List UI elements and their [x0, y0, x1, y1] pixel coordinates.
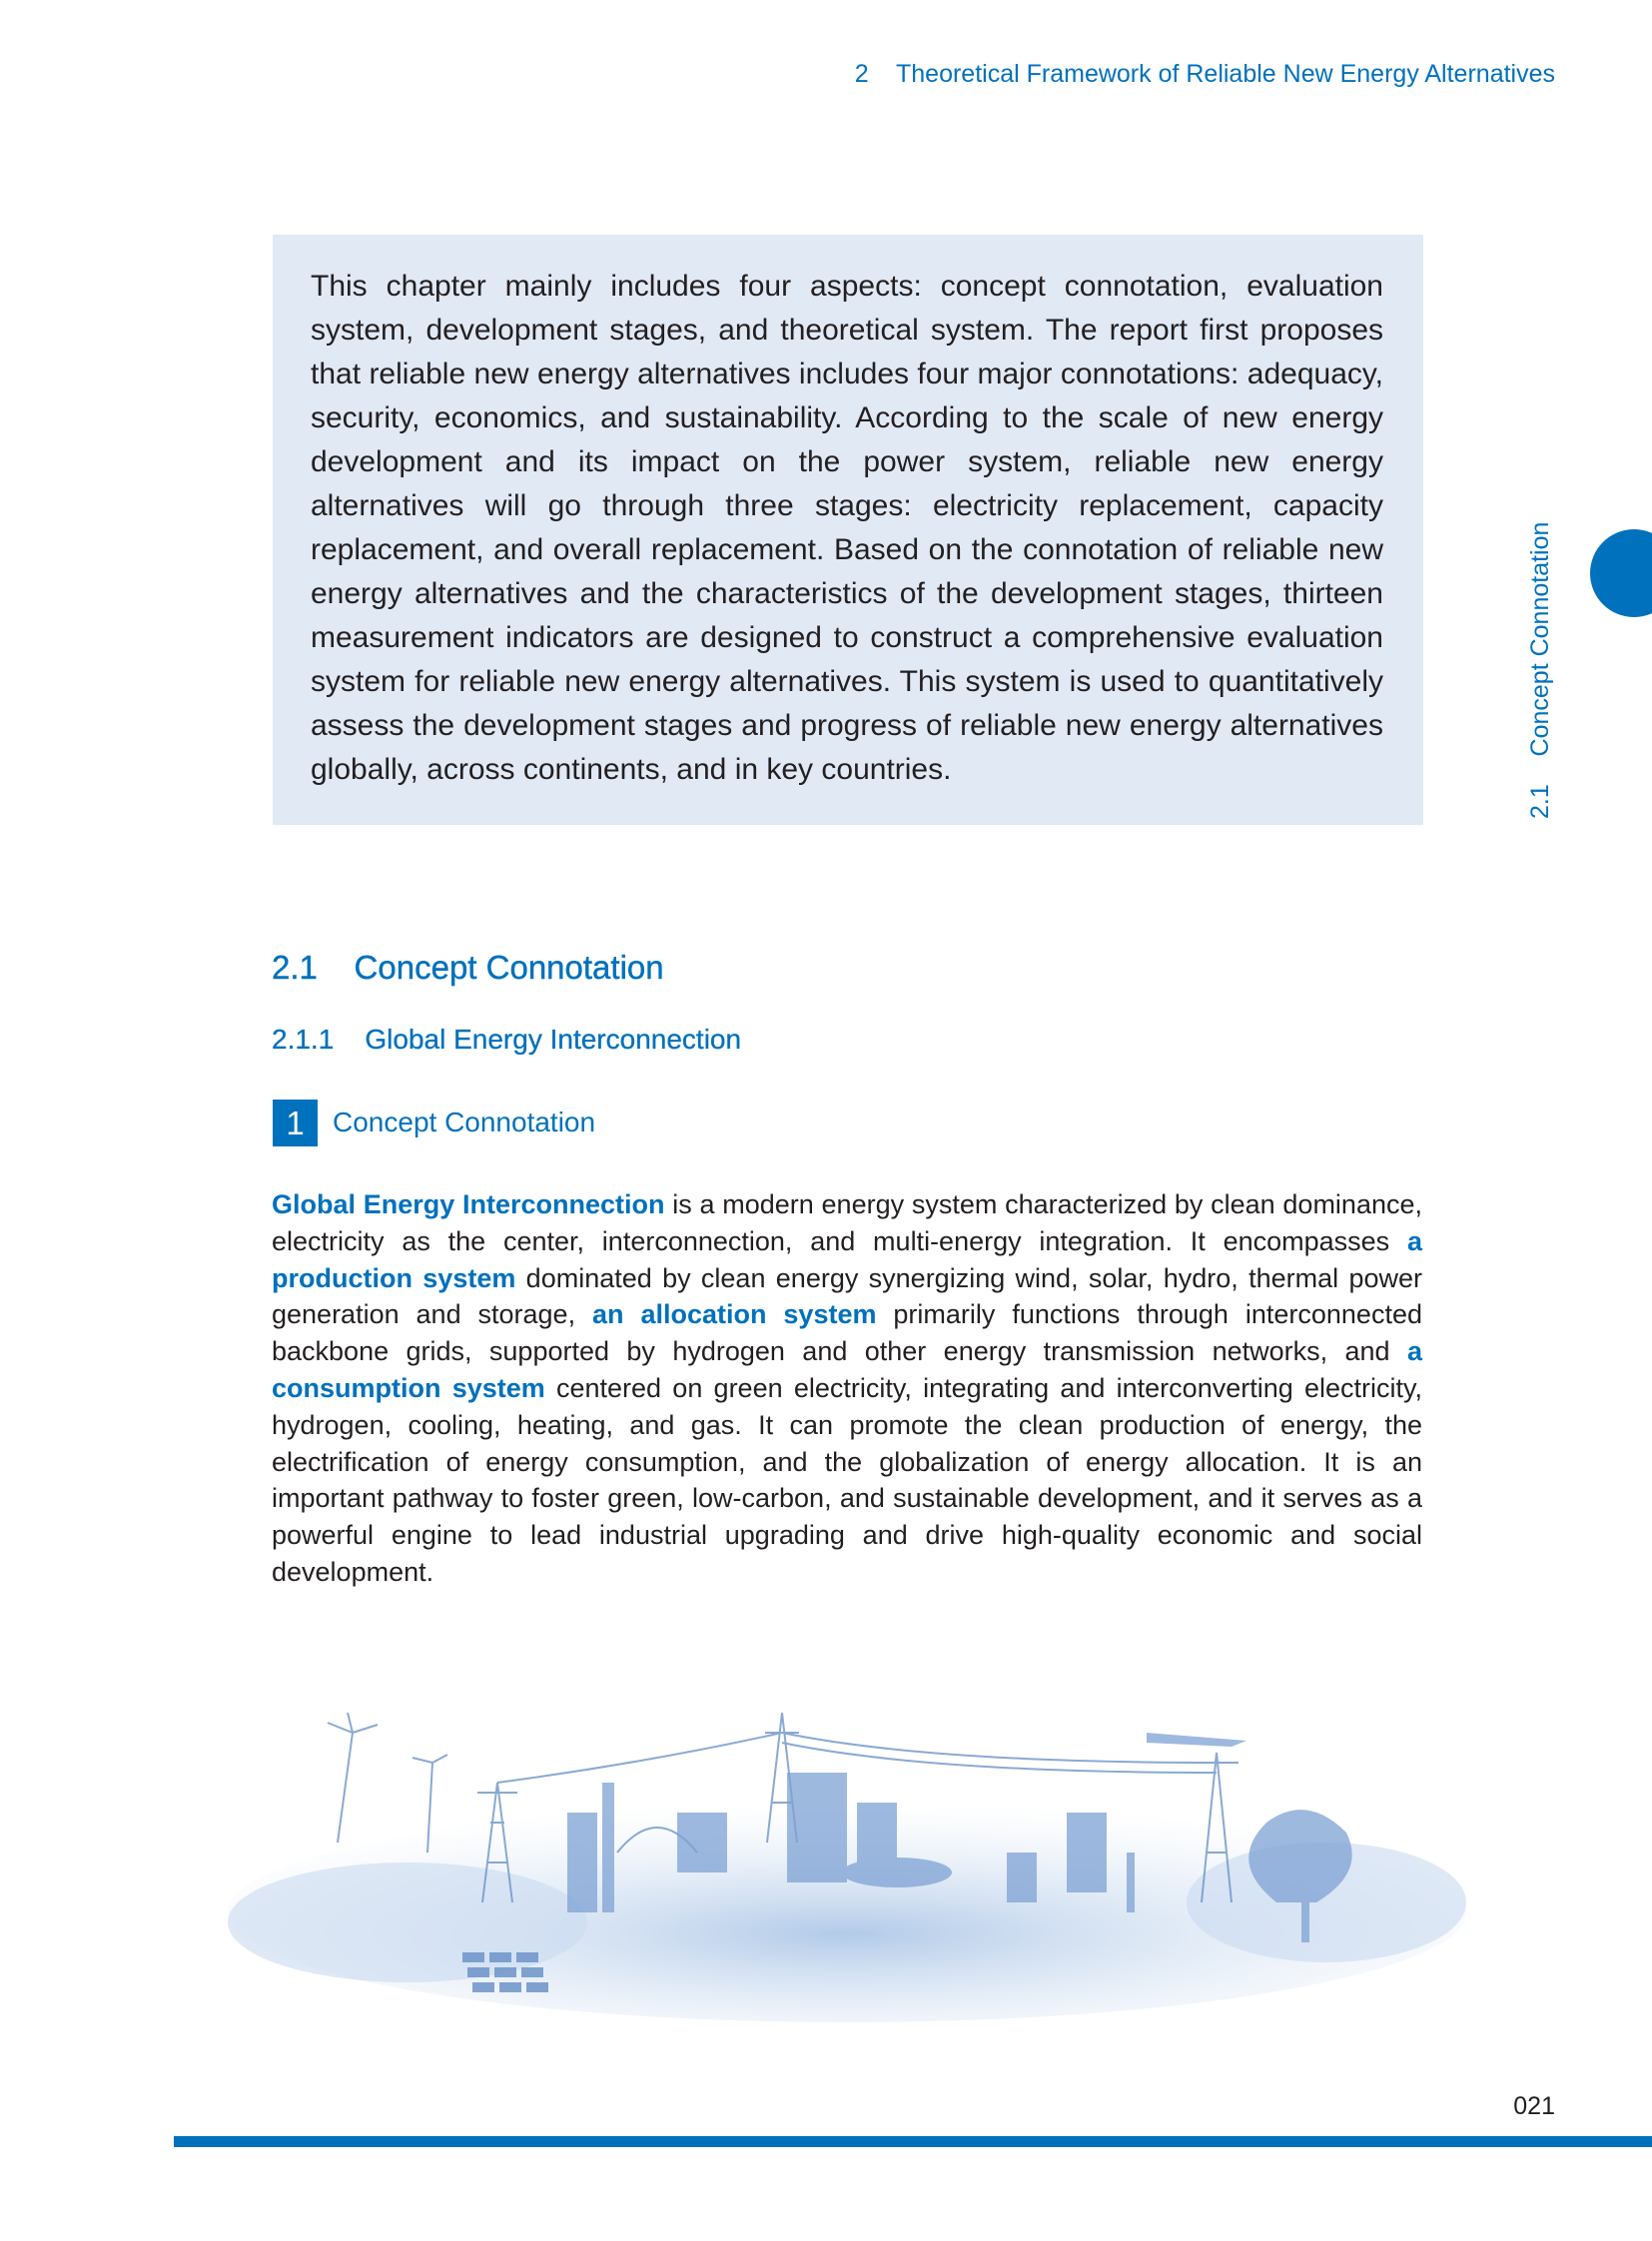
text-segment: is a modern energy system characterized by clean dominance, electricity as the center, interconnection, and multi-energy integration. It encompasses: [272, 1189, 1422, 1256]
text-segment: centered on green electricity, integrating and interconverting electricity, hydrogen, cooling, heating, and gas. It can promote the clean production of energy, the electrification of energy consumption, and the globalization of energy allocation. It is an important pathway to foster green, low-carbon, and sustainable development, and it serves as a powerful engine to lead industrial upgrading and drive high-quality economic and social development.: [272, 1372, 1422, 1587]
term-allocation-system: an allocation system: [592, 1299, 877, 1330]
side-tab-marker: [1590, 529, 1652, 617]
text-segment: primarily functions through interconnected backbone grids, supported by hydrogen and other energy transmission networks, and: [272, 1299, 1422, 1367]
text-segment: dominated by clean energy synergizing wind, solar, hydro, thermal power generation and storage,: [272, 1262, 1422, 1330]
abstract-text: This chapter mainly includes four aspects: concept connotation, evaluation system, development stages, and theoretical system. The report first proposes that reliable new energy alternatives includes four major connotations: adequacy, security, economics, and sustainability. According to the scale of new energy development and its impact on the power system, reliable new energy alternatives will go through three stages: electricity replacement, capacity replacement, and overall replacement. Based on the connotation of reliable new energy alternatives and the characteristics of the development stages, thirteen measurement indicators are designed to construct a comprehensive evaluation system for reliable new energy alternatives. This system is used to quantitatively assess the development stages and progress of reliable new energy alternatives globally, across continents, and in key countries.: [311, 270, 1383, 786]
side-tab-label: 2.1 Concept Connotation: [1526, 521, 1554, 819]
chapter-abstract-box: [273, 235, 1423, 825]
side-tab: [1526, 521, 1562, 819]
energy-landscape-illustration: [228, 1703, 1476, 2032]
subsubsection-number: 1: [273, 1100, 318, 1146]
term-global-energy-interconnection: Global Energy Interconnection: [272, 1189, 665, 1219]
body-paragraph: [272, 1186, 1422, 1591]
term-consumption-system: a consumption system: [272, 1336, 1422, 1403]
term-production-system: a production system: [272, 1225, 1422, 1293]
subsection-heading: 2.1.1 Global Energy Interconnection: [272, 1024, 742, 1055]
footer-rule: [174, 2136, 1652, 2147]
running-head: 2 Theoretical Framework of Reliable New Energy Alternatives: [854, 60, 1555, 88]
page-number: 021: [1513, 2092, 1555, 2120]
section-heading: 2.1 Concept Connotation: [272, 949, 664, 986]
subsubsection-heading: Concept Connotation: [333, 1107, 596, 1137]
